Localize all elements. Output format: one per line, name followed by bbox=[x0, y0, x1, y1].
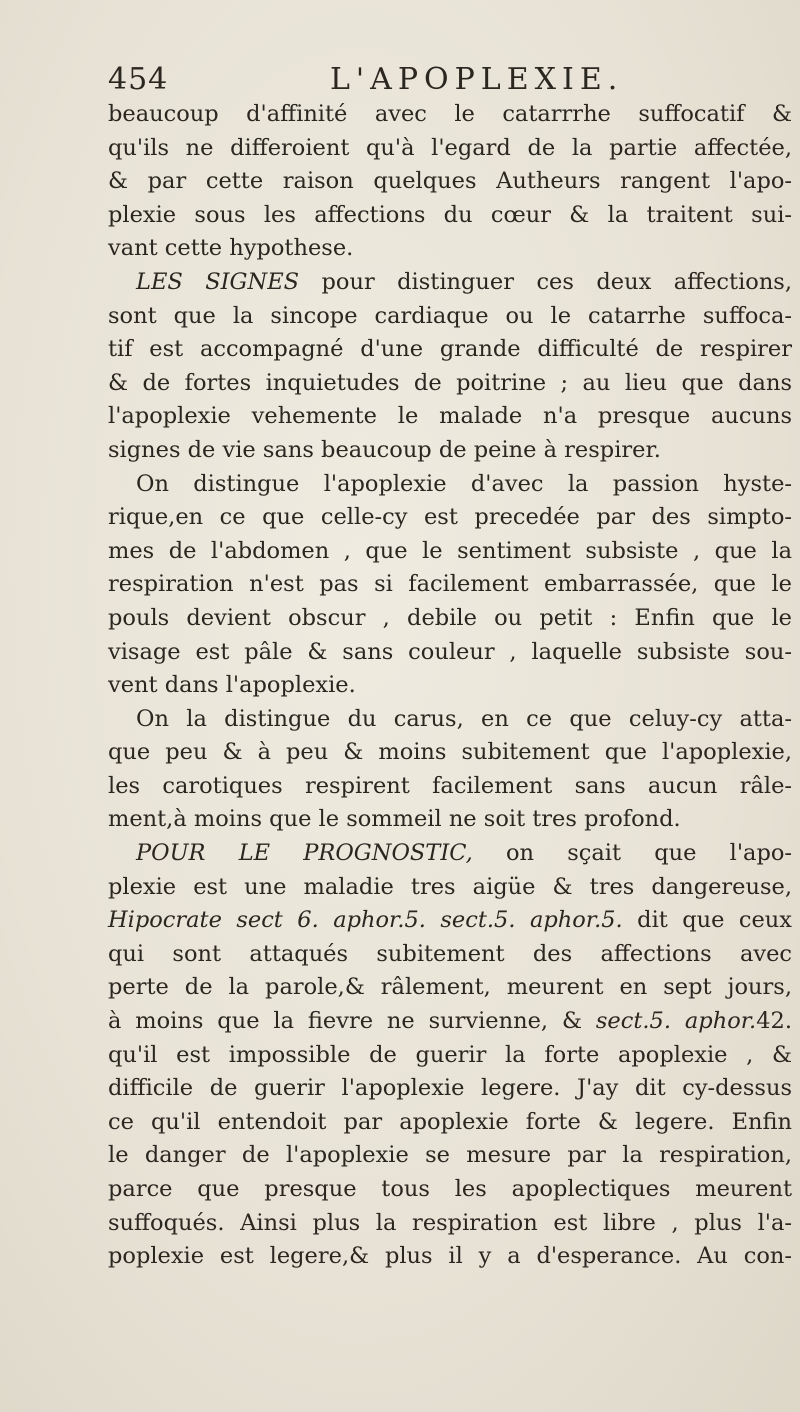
text-line bbox=[108, 199, 792, 233]
text-line bbox=[108, 132, 792, 166]
text-line bbox=[108, 602, 792, 636]
text-run: rique,en ce que celle-cy est precedée par des simpto- bbox=[108, 504, 792, 531]
text-line bbox=[108, 98, 792, 132]
text-line bbox=[108, 1039, 792, 1073]
text-run: signes de vie sans beaucoup de peine à respirer. bbox=[108, 436, 661, 463]
text-run: plexie sous les affections du cœur & la traitent sui- bbox=[108, 201, 792, 228]
italic-text: LES SIGNES bbox=[136, 268, 300, 295]
text-line bbox=[108, 770, 792, 804]
text-line bbox=[108, 1240, 792, 1274]
text-run: on sçait que l'apo- bbox=[472, 840, 792, 867]
text-run: ce qu'il entendoit par apoplexie forte & legere. Enfin bbox=[108, 1108, 792, 1135]
text-run: respiration n'est pas si facilement embarrassée, que le bbox=[108, 571, 792, 598]
text-line bbox=[108, 971, 792, 1005]
text-line bbox=[108, 232, 792, 266]
text-run: le danger de l'apoplexie se mesure par la respiration, bbox=[108, 1142, 792, 1169]
text-run: l'apoplexie vehemente le malade n'a presque aucuns bbox=[108, 403, 792, 430]
text-line bbox=[108, 1207, 792, 1241]
text-run: qu'il est impossible de guerir la forte apoplexie , & bbox=[108, 1041, 792, 1068]
text-run: qui sont attaqués subitement des affections avec bbox=[108, 940, 792, 967]
text-run: parce que presque tous les apoplectiques meurent bbox=[108, 1176, 792, 1202]
text-run: plexie est une maladie tres aigüe & tres dangereuse, bbox=[108, 873, 792, 900]
text-line bbox=[108, 367, 792, 401]
text-line bbox=[108, 938, 792, 972]
body-text bbox=[108, 98, 792, 1274]
page-header bbox=[108, 62, 748, 102]
text-line bbox=[108, 266, 792, 300]
text-line bbox=[108, 703, 792, 737]
text-line bbox=[108, 468, 792, 502]
text-run: beaucoup d'affinité avec le catarrrhe suffocatif & bbox=[108, 101, 792, 127]
text-line bbox=[108, 837, 792, 871]
text-run: suffoqués. Ainsi plus la respiration est libre , plus l'a- bbox=[108, 1209, 792, 1236]
text-line bbox=[108, 803, 792, 837]
text-run: que peu & à peu & moins subitement que l'apoplexie, bbox=[108, 739, 792, 766]
text-run: dit que ceux bbox=[622, 907, 792, 934]
text-line bbox=[108, 871, 792, 905]
text-run: les carotiques respirent facilement sans aucun râle- bbox=[108, 772, 792, 799]
text-line bbox=[108, 736, 792, 770]
text-line bbox=[108, 434, 792, 468]
text-run: poplexie est legere,& plus il y a d'esperance. Au con- bbox=[108, 1243, 792, 1270]
text-line bbox=[108, 300, 792, 334]
text-line bbox=[108, 333, 792, 367]
text-run: perte de la parole,& râlement, meurent en sept jours, bbox=[108, 974, 792, 1001]
text-line bbox=[108, 501, 792, 535]
text-run: tif est accompagné d'une grande difficulté de respirer bbox=[108, 336, 792, 363]
text-run: On la distingue du carus, en ce que celuy-cy atta- bbox=[136, 705, 792, 732]
text-run: On distingue l'apoplexie d'avec la passion hyste- bbox=[136, 470, 792, 497]
text-line bbox=[108, 669, 792, 703]
text-line bbox=[108, 1005, 792, 1039]
text-line bbox=[108, 1139, 792, 1173]
text-line bbox=[108, 1106, 792, 1140]
text-line bbox=[108, 165, 792, 199]
text-line bbox=[108, 400, 792, 434]
text-run: sont que la sincope cardiaque ou le catarrhe suffoca- bbox=[108, 302, 792, 329]
text-run: pouls devient obscur , debile ou petit : Enfin que le bbox=[108, 604, 792, 631]
text-run: vent dans l'apoplexie. bbox=[108, 672, 356, 699]
text-run: & de fortes inquietudes de poitrine ; au lieu que dans bbox=[108, 369, 792, 396]
text-run: visage est pâle & sans couleur , laquelle subsiste sou- bbox=[108, 638, 792, 665]
text-run: qu'ils ne differoient qu'à l'egard de la partie affectée, bbox=[108, 134, 792, 161]
text-line bbox=[108, 904, 792, 938]
text-run: mes de l'abdomen , que le sentiment subsiste , que la bbox=[108, 537, 792, 564]
text-run: ment,à moins que le sommeil ne soit tres profond. bbox=[108, 806, 681, 833]
running-title: L'APOPLEXIE. bbox=[330, 62, 624, 97]
text-run: 42. bbox=[756, 1008, 792, 1035]
text-run: vant cette hypothese. bbox=[108, 235, 354, 262]
text-run: & par cette raison quelques Autheurs rangent l'apo- bbox=[108, 168, 792, 195]
italic-text: POUR LE PROGNOSTIC, bbox=[136, 840, 473, 867]
text-line bbox=[108, 1072, 792, 1106]
text-line bbox=[108, 1173, 792, 1207]
text-run: difficile de guerir l'apoplexie legere. J'ay dit cy-dessus bbox=[108, 1075, 792, 1102]
text-run: pour distinguer ces deux affections, bbox=[299, 268, 793, 295]
text-line bbox=[108, 568, 792, 602]
page-number: 454 bbox=[108, 62, 169, 97]
text-line bbox=[108, 636, 792, 670]
text-line bbox=[108, 535, 792, 569]
italic-text: Hipocrate sect 6. aphor.5. sect.5. aphor.5. bbox=[108, 907, 623, 934]
text-run: à moins que la fievre ne survienne, & bbox=[108, 1008, 596, 1035]
italic-text: sect.5. aphor. bbox=[595, 1008, 757, 1035]
